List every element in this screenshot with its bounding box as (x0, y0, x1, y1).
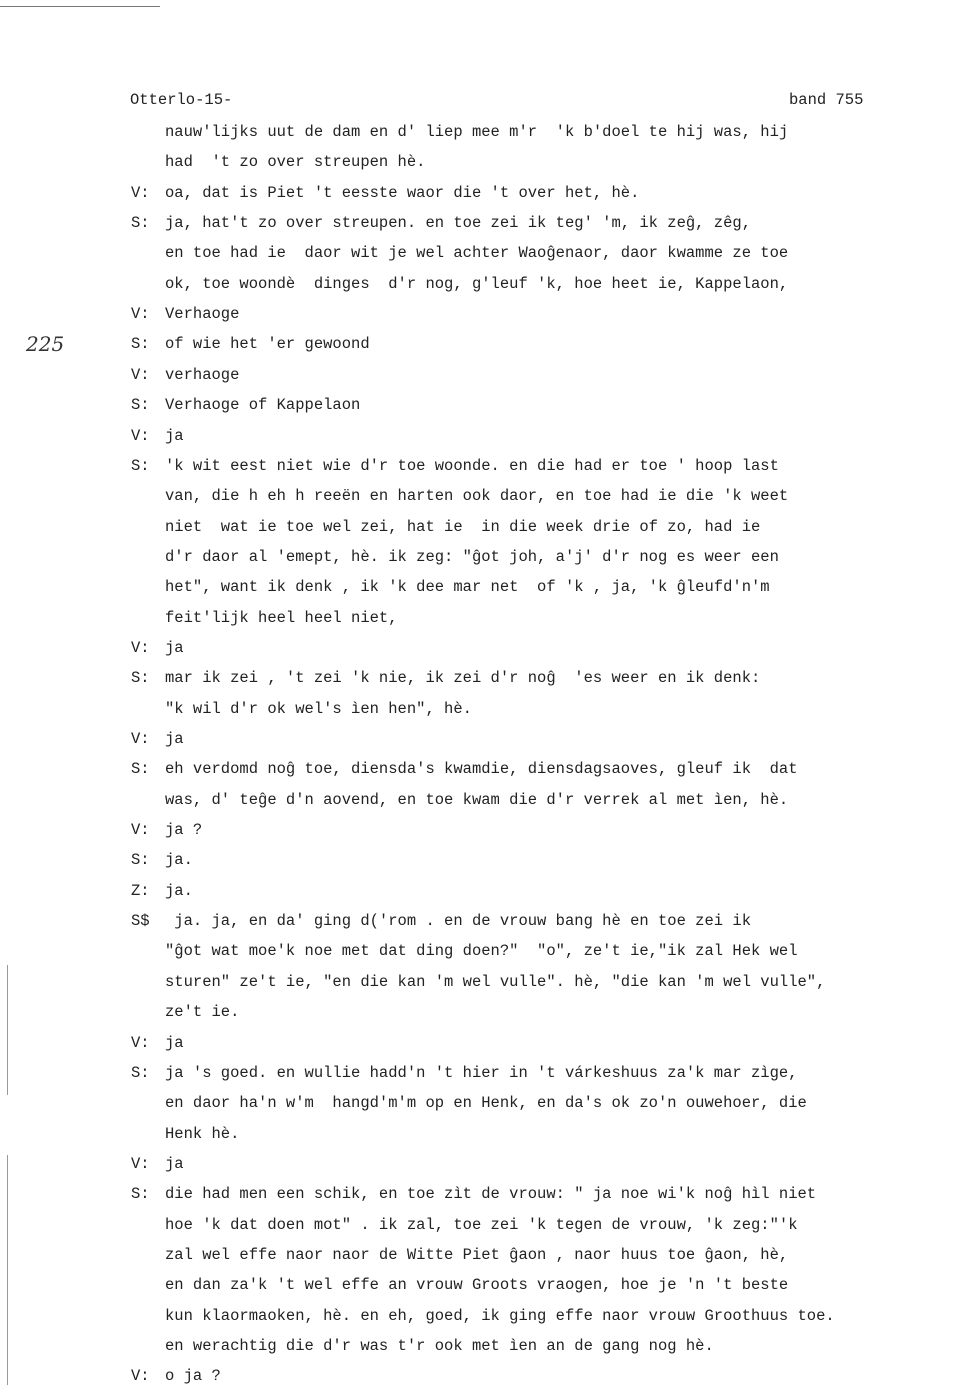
speaker-label: Z: (131, 882, 150, 900)
utterance-text: eh verdomd noĝ toe, diensda's kwamdie, diensdagsaoves, gleuf ik dat (165, 760, 798, 778)
speaker-label: S: (131, 851, 150, 869)
utterance-text: ja (165, 1034, 184, 1052)
speaker-label: S$ (131, 912, 150, 930)
page-id: Otterlo-15- (130, 91, 233, 109)
utterance-text: oa, dat is Piet 't eesste waor die 't over het, hè. (165, 184, 640, 202)
utterance-text: en daor ha'n w'm hangd'm'm op en Henk, en da's ok zo'n ouwehoer, die (165, 1094, 807, 1112)
speaker-label: V: (131, 821, 150, 839)
utterance-text: die had men een schik, en toe zìt de vrouw: " ja noe wi'k noĝ hìl niet (165, 1185, 817, 1203)
utterance-text: ja (165, 639, 184, 657)
utterance-text: en dan za'k 't wel effe an vrouw Groots vraogen, hoe je 'n 't beste (165, 1276, 789, 1294)
utterance-text: ja, hat't zo over streupen. en toe zei ik teg' 'm, ik zeĝ, zêg, (165, 214, 751, 232)
utterance-text: ja ? (165, 821, 203, 839)
utterance-text: ja. (165, 882, 193, 900)
utterance-text: 'k wit eest niet wie d'r toe woonde. en die had er toe ' hoop last (165, 457, 779, 475)
utterance-text: of wie het 'er gewoond (165, 335, 370, 353)
utterance-text: ok, toe woondè dinges d'r nog, g'leuf 'k, hoe heet ie, Kappelaon, (165, 275, 789, 293)
utterance-text: d'r daor al 'emept, hè. ik zeg: "ĝot joh, a'j' d'r nog es weer een (165, 548, 779, 566)
speaker-label: V: (131, 1034, 150, 1052)
top-rule (0, 6, 160, 7)
utterance-text: Verhaoge (165, 305, 240, 323)
speaker-label: V: (131, 639, 150, 657)
utterance-text: Verhaoge of Kappelaon (165, 396, 361, 414)
utterance-text: zal wel effe naor naor de Witte Piet ĝaon , naor huus toe ĝaon, hè, (165, 1246, 789, 1264)
utterance-text: feit'lijk heel heel niet, (165, 609, 398, 627)
utterance-text: en werachtig die d'r was t'r ook met ìen an de gang nog hè. (165, 1337, 714, 1355)
utterance-text: kun klaormaoken, hè. en eh, goed, ik ging effe naor vrouw Groothuus toe. (165, 1307, 835, 1325)
utterance-text: nauw'lijks uut de dam en d' liep mee m'r 'k b'doel te hij was, hij (165, 123, 789, 141)
margin-line (7, 965, 8, 1095)
utterance-text: en toe had ie daor wit je wel achter Waoĝenaor, daor kwamme ze toe (165, 244, 789, 262)
utterance-text: ja (165, 730, 184, 748)
utterance-text: ja 's goed. en wullie hadd'n 't hier in 't várkeshuus za'k mar zìge, (165, 1064, 798, 1082)
utterance-text: ja (165, 1155, 184, 1173)
speaker-label: V: (131, 366, 150, 384)
tape-number: band 755 (789, 91, 864, 109)
utterance-text: ja. (165, 851, 193, 869)
utterance-text: het", want ik denk , ik 'k dee mar net of 'k , ja, 'k ĝleufd'n'm (165, 578, 770, 596)
speaker-label: S: (131, 396, 150, 414)
utterance-text: "k wil d'r ok wel's ìen hen", hè. (165, 700, 472, 718)
utterance-text: had 't zo over streupen hè. (165, 153, 426, 171)
speaker-label: V: (131, 730, 150, 748)
margin-line (7, 1155, 8, 1385)
utterance-text: niet wat ie toe wel zei, hat ie in die week drie of zo, had ie (165, 518, 761, 536)
utterance-text: ja (165, 427, 184, 445)
speaker-label: V: (131, 427, 150, 445)
utterance-text: ze't ie. (165, 1003, 240, 1021)
margin-counter-note: 225 (26, 332, 65, 356)
utterance-text: ja. ja, en da' ging d('rom . en de vrouw bang hè en toe zei ik (165, 912, 751, 930)
utterance-text: was, d' teĝe d'n aovend, en toe kwam die d'r verrek al met ìen, hè. (165, 791, 789, 809)
utterance-text: van, die h eh h reeën en harten ook daor, en toe had ie die 'k weet (165, 487, 789, 505)
speaker-label: S: (131, 335, 150, 353)
utterance-text: o ja ? (165, 1367, 221, 1385)
speaker-label: S: (131, 669, 150, 687)
speaker-label: V: (131, 184, 150, 202)
speaker-label: S: (131, 214, 150, 232)
speaker-label: S: (131, 760, 150, 778)
utterance-text: sturen" ze't ie, "en die kan 'm wel vulle". hè, "die kan 'm wel vulle", (165, 973, 826, 991)
speaker-label: S: (131, 1185, 150, 1203)
speaker-label: S: (131, 457, 150, 475)
utterance-text: hoe 'k dat doen mot" . ik zal, toe zei 'k tegen de vrouw, 'k zeg:"'k (165, 1216, 798, 1234)
utterance-text: "ĝot wat moe'k noe met dat ding doen?" "o", ze't ie,"ik zal Hek wel (165, 942, 798, 960)
utterance-text: verhaoge (165, 366, 240, 384)
speaker-label: V: (131, 305, 150, 323)
speaker-label: V: (131, 1155, 150, 1173)
speaker-label: S: (131, 1064, 150, 1082)
speaker-label: V: (131, 1367, 150, 1385)
utterance-text: mar ik zei , 't zei 'k nie, ik zei d'r noĝ 'es weer en ik denk: (165, 669, 761, 687)
utterance-text: Henk hè. (165, 1125, 240, 1143)
